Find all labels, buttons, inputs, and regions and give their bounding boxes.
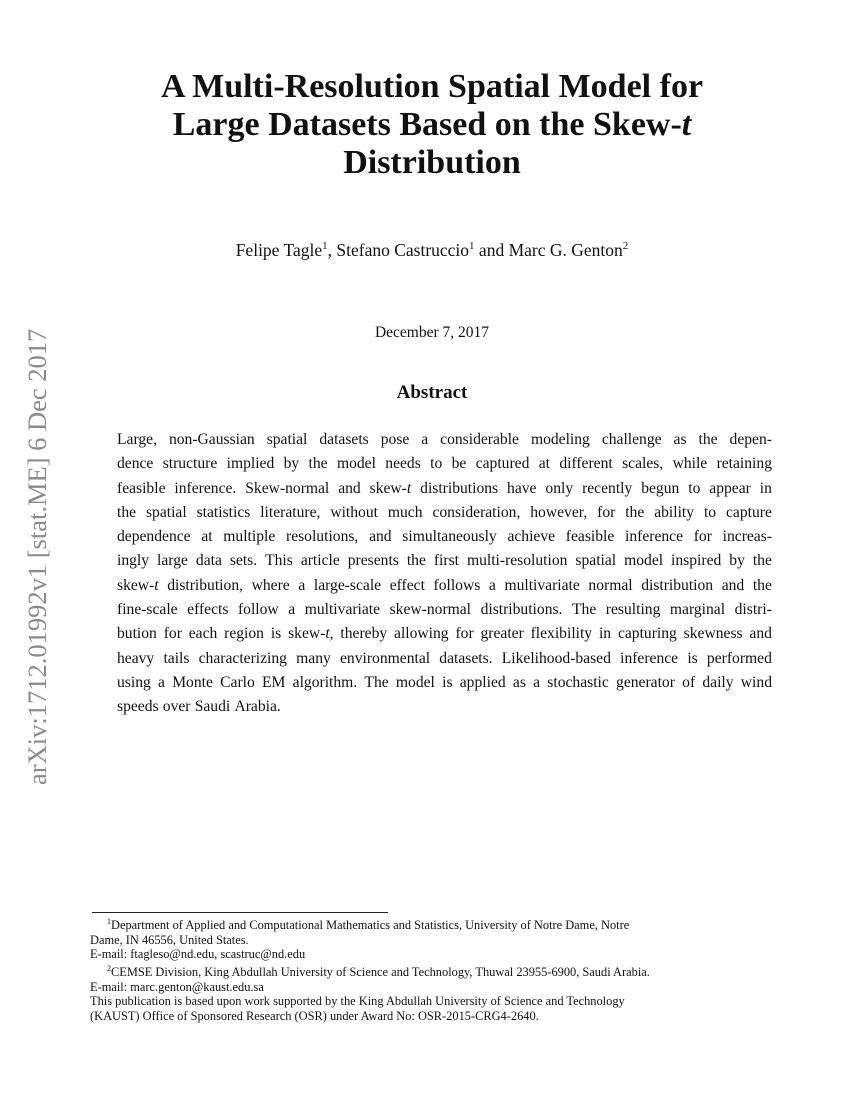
abstract-word: and bbox=[369, 528, 392, 546]
abstract-word: is bbox=[442, 673, 453, 691]
footnote-email[interactable]: E-mail: marc.genton@kaust.edu.sa bbox=[90, 979, 264, 994]
separator: , bbox=[327, 240, 337, 260]
abstract-word: needs bbox=[385, 455, 421, 473]
abstract-word: distribution, bbox=[167, 576, 244, 594]
abstract-line bbox=[117, 477, 772, 501]
abstract-word: for bbox=[455, 625, 474, 643]
abstract-word: the bbox=[308, 455, 328, 473]
abstract-word: without bbox=[330, 503, 378, 521]
abstract-word: while bbox=[672, 455, 708, 473]
abstract-word: characterizing bbox=[198, 649, 287, 667]
abstract-heading: Abstract bbox=[396, 382, 468, 403]
abstract-word: resolutions, bbox=[286, 528, 359, 546]
abstract-word: different bbox=[559, 455, 613, 473]
abstract-line bbox=[117, 622, 772, 646]
footnote-mark: 1 bbox=[107, 917, 111, 926]
abstract-word: follow bbox=[237, 601, 279, 619]
abstract-word: to bbox=[430, 455, 443, 473]
abstract-word: daily bbox=[702, 673, 734, 691]
abstract-word: model bbox=[336, 455, 376, 473]
abstract-word: spatial bbox=[575, 552, 617, 570]
abstract-word: Skew-normal bbox=[245, 479, 330, 497]
footnote-text: CEMSE Division, King Abdullah University of Science and Technology, Thuwal 23955-6900, Saudi Arabia. bbox=[111, 965, 650, 980]
abstract-word: EM bbox=[262, 673, 286, 691]
abstract-line bbox=[117, 647, 772, 671]
abstract-word: fine-scale bbox=[117, 601, 178, 619]
abstract-line bbox=[117, 574, 772, 598]
abstract-word: the bbox=[117, 503, 137, 521]
abstract-word: and bbox=[721, 576, 745, 594]
abstract-word: and bbox=[338, 479, 361, 497]
abstract-line bbox=[117, 671, 772, 695]
abstract-word: a bbox=[488, 576, 496, 594]
abstract-word: distri- bbox=[734, 601, 772, 619]
abstract-word: Monte bbox=[172, 673, 213, 691]
abstract-word: for bbox=[693, 528, 712, 546]
abstract-word: the bbox=[752, 552, 772, 570]
abstract-word: wind bbox=[740, 673, 772, 691]
abstract-word: pose bbox=[380, 431, 410, 448]
abstract-line bbox=[117, 525, 772, 549]
abstract-line bbox=[117, 695, 772, 719]
title-line: Distribution bbox=[343, 144, 521, 181]
abstract-word: article bbox=[300, 552, 340, 570]
abstract-word: be bbox=[451, 455, 467, 473]
abstract-word: The bbox=[364, 673, 389, 691]
abstract-word: follows bbox=[433, 576, 481, 594]
abstract-word: each bbox=[188, 625, 218, 643]
abstract-word: ability bbox=[654, 503, 695, 521]
footnote-rule bbox=[92, 912, 388, 913]
author-name: Stefano Castruccio bbox=[336, 240, 470, 260]
abstract-word: large-scale bbox=[313, 576, 382, 594]
abstract-word: spatial bbox=[145, 503, 187, 521]
abstract-word: distribution bbox=[641, 576, 714, 594]
abstract-word: first bbox=[433, 552, 459, 570]
abstract-word: Carlo bbox=[220, 673, 255, 691]
abstract-word: the bbox=[752, 576, 772, 594]
abstract-word: to bbox=[688, 479, 701, 497]
abstract-word: over bbox=[162, 698, 191, 716]
abstract-word: The bbox=[572, 601, 597, 619]
abstract-word: applied bbox=[459, 673, 506, 691]
affiliation-mark: 1 bbox=[322, 240, 328, 253]
abstract-word: captured bbox=[475, 455, 530, 473]
arxiv-identifier-stamp: arXiv:1712.01992v1 [stat.ME] 6 Dec 2017 bbox=[22, 328, 52, 785]
abstract-word: ingly bbox=[117, 552, 150, 570]
abstract-word: consideration, bbox=[432, 503, 521, 521]
abstract-line bbox=[117, 501, 772, 525]
footnote-2 bbox=[90, 962, 772, 980]
abstract-word: presents bbox=[347, 552, 399, 570]
footnote-text: Dame, IN 46556, United States. bbox=[90, 932, 249, 947]
abstract-word: and bbox=[749, 625, 772, 643]
paper-title bbox=[0, 68, 850, 182]
abstract-word: datasets. bbox=[439, 649, 493, 667]
abstract-word: at bbox=[201, 528, 213, 546]
author-name: Marc G. Genton bbox=[508, 240, 623, 260]
abstract-word: increas- bbox=[722, 528, 772, 546]
abstract-word: much bbox=[387, 503, 423, 521]
abstract-word: recently bbox=[582, 479, 633, 497]
title-line bbox=[0, 106, 850, 144]
abstract-word: model bbox=[395, 673, 435, 691]
abstract-word: Arabia. bbox=[234, 698, 281, 716]
footnote-text: Department of Applied and Computational Mathematics and Statistics, University of Notre Dame, Notre bbox=[111, 918, 630, 933]
abstract-word: bution bbox=[117, 625, 157, 643]
abstract-word: distributions bbox=[420, 479, 499, 497]
abstract-word: multiple bbox=[223, 528, 276, 546]
abstract-word: however, bbox=[530, 503, 588, 521]
abstract-word: by bbox=[729, 552, 745, 570]
abstract-word: in bbox=[759, 479, 772, 497]
abstract-word: is bbox=[270, 625, 282, 643]
abstract-word: stochastic bbox=[547, 673, 609, 691]
abstract-word: multi-resolution bbox=[466, 552, 568, 570]
abstract-word: feasible bbox=[117, 479, 166, 497]
abstract-word: for bbox=[163, 625, 182, 643]
abstract-word: skew-t bbox=[369, 479, 412, 497]
abstract-word: generator bbox=[616, 673, 675, 691]
abstract-word: challenge bbox=[601, 431, 662, 448]
abstract-word: the bbox=[698, 431, 718, 448]
abstract-word: by bbox=[283, 455, 300, 473]
abstract-word: the bbox=[406, 552, 426, 570]
abstract-line bbox=[117, 598, 772, 622]
abstract-word: at bbox=[538, 455, 550, 473]
footnote-email[interactable]: E-mail: ftagleso@nd.edu, scastruc@nd.edu bbox=[90, 947, 306, 962]
abstract-word: a bbox=[533, 673, 541, 691]
abstract-word: resulting bbox=[605, 601, 661, 619]
abstract-word: multivariate bbox=[504, 576, 580, 594]
abstract-word: have bbox=[507, 479, 537, 497]
abstract-word: statistics bbox=[196, 503, 251, 521]
abstract-word: a bbox=[421, 431, 429, 448]
author-list bbox=[0, 240, 850, 261]
abstract-word: as bbox=[512, 673, 526, 691]
abstract-word: thereby bbox=[340, 625, 388, 643]
abstract-word: heavy bbox=[117, 649, 155, 667]
abstract-word: the bbox=[625, 503, 645, 521]
abstract-word: considerable bbox=[440, 431, 519, 448]
abstract-word: speeds bbox=[117, 698, 159, 716]
abstract-word: effect bbox=[389, 576, 425, 594]
abstract-word: only bbox=[545, 479, 574, 497]
abstract-word: allowing bbox=[394, 625, 449, 643]
abstract-word: depen- bbox=[729, 431, 772, 448]
abstract-word: marginal bbox=[669, 601, 726, 619]
abstract-word: scales, bbox=[622, 455, 664, 473]
title-text: Large Datasets Based on the Skew- bbox=[172, 106, 682, 143]
author-name: Felipe Tagle bbox=[235, 240, 323, 260]
abstract-word: implied bbox=[226, 455, 275, 473]
abstract-word: a bbox=[298, 576, 306, 594]
paper-date: December 7, 2017 bbox=[374, 324, 490, 341]
abstract-word: begun bbox=[641, 479, 680, 497]
abstract-line bbox=[117, 428, 772, 452]
abstract-word: region bbox=[224, 625, 264, 643]
abstract-word: capture bbox=[726, 503, 772, 521]
abstract-word: retaining bbox=[716, 455, 772, 473]
abstract-word: appear bbox=[709, 479, 751, 497]
title-italic-t: t bbox=[681, 106, 692, 143]
affiliation-mark: 2 bbox=[622, 240, 629, 253]
abstract-word: distributions. bbox=[480, 601, 563, 619]
abstract-word: non-Gaussian bbox=[168, 431, 255, 448]
abstract-word: in bbox=[598, 625, 612, 643]
abstract-word: feasible bbox=[565, 528, 615, 546]
funding-note: (KAUST) Office of Sponsored Research (OSR) under Award No: OSR-2015-CRG4-2640. bbox=[90, 1008, 539, 1023]
abstract-word: as bbox=[673, 431, 687, 448]
footnote-1 bbox=[90, 915, 772, 933]
abstract-line bbox=[117, 452, 772, 476]
abstract-word: effects bbox=[187, 601, 229, 619]
abstract-line bbox=[117, 549, 772, 573]
abstract-word: datasets bbox=[319, 431, 369, 448]
abstract-word: a bbox=[158, 673, 165, 691]
funding-note: This publication is based upon work supported by the King Abdullah University of Science and Technology bbox=[90, 994, 625, 1009]
abstract-word: of bbox=[682, 673, 696, 691]
abstract-word: inference bbox=[620, 649, 679, 667]
abstract-word: This bbox=[265, 552, 293, 570]
separator: and bbox=[474, 240, 509, 260]
abstract-word: performed bbox=[706, 649, 772, 667]
abstract-word: skew-t, bbox=[288, 625, 334, 643]
abstract-word: capturing bbox=[617, 625, 677, 643]
abstract-word: model bbox=[624, 552, 664, 570]
affiliation-mark: 1 bbox=[469, 240, 475, 253]
abstract-word: skew-normal bbox=[389, 601, 472, 619]
abstract-word: achieve bbox=[507, 528, 556, 546]
abstract-word: tails bbox=[163, 649, 190, 667]
abstract-word: greater bbox=[480, 625, 524, 643]
abstract-word: modeling bbox=[530, 431, 590, 448]
abstract-word: skew-t bbox=[117, 576, 159, 594]
title-line: A Multi-Resolution Spatial Model for bbox=[160, 68, 704, 105]
abstract-word: Likelihood-based bbox=[501, 649, 611, 667]
abstract-word: to bbox=[703, 503, 717, 521]
abstract-word: data bbox=[195, 552, 222, 570]
abstract-word: many bbox=[296, 649, 331, 667]
abstract-word: dence bbox=[117, 455, 154, 473]
abstract-word: for bbox=[597, 503, 616, 521]
abstract-word: spatial bbox=[266, 431, 308, 448]
abstract-word: skewness bbox=[683, 625, 743, 643]
abstract-body bbox=[117, 428, 772, 720]
abstract-word: literature, bbox=[260, 503, 321, 521]
abstract-word: flexibility bbox=[530, 625, 593, 643]
abstract-word: a bbox=[288, 601, 296, 619]
abstract-word: normal bbox=[588, 576, 633, 594]
abstract-word: inference. bbox=[174, 479, 237, 497]
abstract-word: using bbox=[117, 673, 151, 691]
abstract-word: where bbox=[251, 576, 290, 594]
abstract-word: inspired bbox=[671, 552, 722, 570]
abstract-word: multivariate bbox=[304, 601, 381, 619]
abstract-word: is bbox=[687, 649, 698, 667]
abstract-word: environmental bbox=[340, 649, 431, 667]
footnotes bbox=[90, 915, 772, 1023]
abstract-word: sets. bbox=[229, 552, 258, 570]
abstract-word: Large, bbox=[117, 431, 157, 448]
abstract-word: large bbox=[157, 552, 188, 570]
abstract-word: dependence bbox=[117, 528, 191, 546]
abstract-word: structure bbox=[162, 455, 218, 473]
abstract-word: simultaneously bbox=[402, 528, 497, 546]
footnote-mark: 2 bbox=[107, 963, 111, 973]
abstract-word: Saudi bbox=[194, 698, 231, 716]
abstract-word: inference bbox=[625, 528, 684, 546]
abstract-word: algorithm. bbox=[292, 673, 358, 691]
